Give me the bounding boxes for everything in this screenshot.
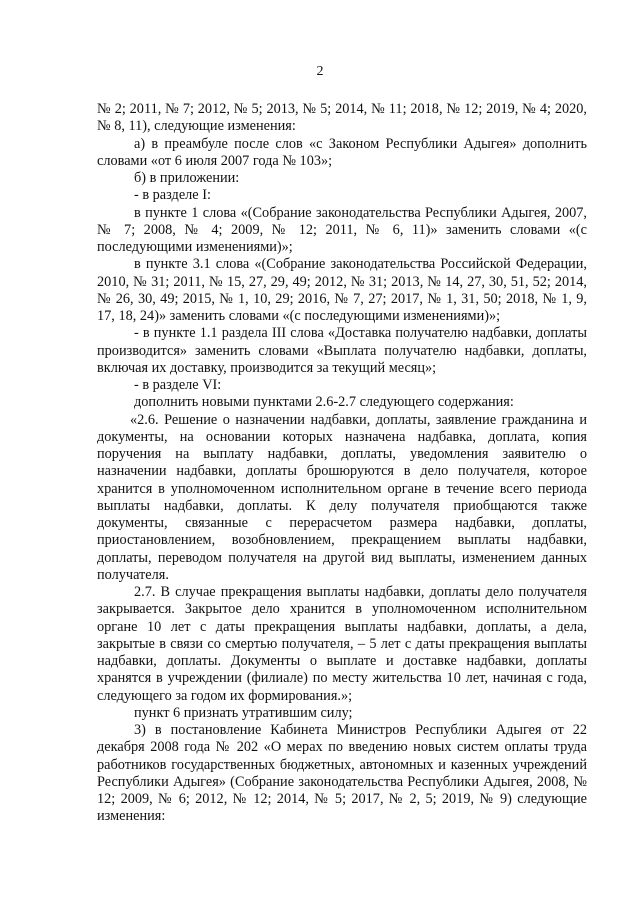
paragraph: - в разделе VI: [134,377,222,393]
paragraph: пункт 6 признать утратившим силу; [134,704,353,721]
paragraph: б) в приложении: [134,170,240,186]
paragraph: 3) в постановление Кабинета Министров Республики Адыгея от 22 декабря 2008 года № 202 «О мерах по введению новых систем оплаты труда работников государственных бюджетных, автономных и казенных учреждений Республики Адыгея» (Собрание законодательства Республики Адыгея, 2008, № 12; 2009, № 6; 2012, № 12; 2014, № 5; 2017, № 2, 5; 2019, № 9) следующие изменения: [97,722,587,825]
paragraph: - в разделе I: [134,187,211,204]
paragraph: «2.6. Решение о назначении надбавки, доплаты, заявление гражданина и документы, на основании которых назначена надбавка, доплата, копия поручения на выплату надбавки, доплаты, уведомления заявителю о назначении надбавки, доплаты брошюруются в дело получателя, которое хранится в уполномоченном исполнительном органе в течение всего периода выплаты надбавки, доплаты. К делу получателя приобщаются также документы, связанные с перерасчетом размера надбавки, доплаты, приостановлением, возобновлением, прекращением выплаты надбавки, доплаты, переводом получателя на другой вид выплаты, изменением данных получателя. [97,411,587,583]
paragraph: в пункте 3.1 слова «(Собрание законодательства Российской Федерации, 2010, № 31; 2011, № 15, 27, 29, 49; 2012, № 31; 2013, № 14, 27, 30, 51, 52; 2014, № 26, 30, 49; 2015, № 1, 10, 29; 2016, № 7, 27; 2017, № 1, 31, 50; 2018, № 1, 9, 17, 18, 24)» заменить словами «(с последующими изменениями)»; [97,256,587,324]
document-body [97,101,587,826]
paragraph: дополнить новыми пунктами 2.6-2.7 следующего содержания: [134,394,514,411]
paragraph: а) в преамбуле после слов «с Законом Республики Адыгея» дополнить словами «от 6 июля 2007 года № 103»; [97,135,587,169]
paragraph: № 2; 2011, № 7; 2012, № 5; 2013, № 5; 2014, № 11; 2018, № 12; 2019, № 4; 2020, № 8, 11), следующие изменения: [97,101,587,135]
paragraph: в пункте 1 слова «(Собрание законодательства Республики Адыгея, 2007, № 7; 2008, № 4; 2009, № 12; 2011, № 6, 11)» заменить словами «(с последующими изменениями)»; [97,204,587,255]
paragraph: - в пункте 1.1 раздела III слова «Доставка получателю надбавки, доплаты производится» заменить словами «Выплата получателю надбавки, доплаты, включая их доставку, производится за текущий месяц»; [97,325,587,376]
page-number: 2 [316,64,324,79]
paragraph: 2.7. В случае прекращения выплаты надбавки, доплаты дело получателя закрывается. Закрытое дело хранится в уполномоченном исполнительном органе 10 лет с даты прекращения выплаты надбавки, доплаты, а дела, закрытые в связи со смертью получателя, – 5 лет с даты прекращения выплаты надбавки, доплаты. Документы о выплате и доставке надбавки, доплаты хранятся в учреждении (филиале) по месту жительства 10 лет, начиная с года, следующего за годом их формирования.»; [97,584,587,704]
